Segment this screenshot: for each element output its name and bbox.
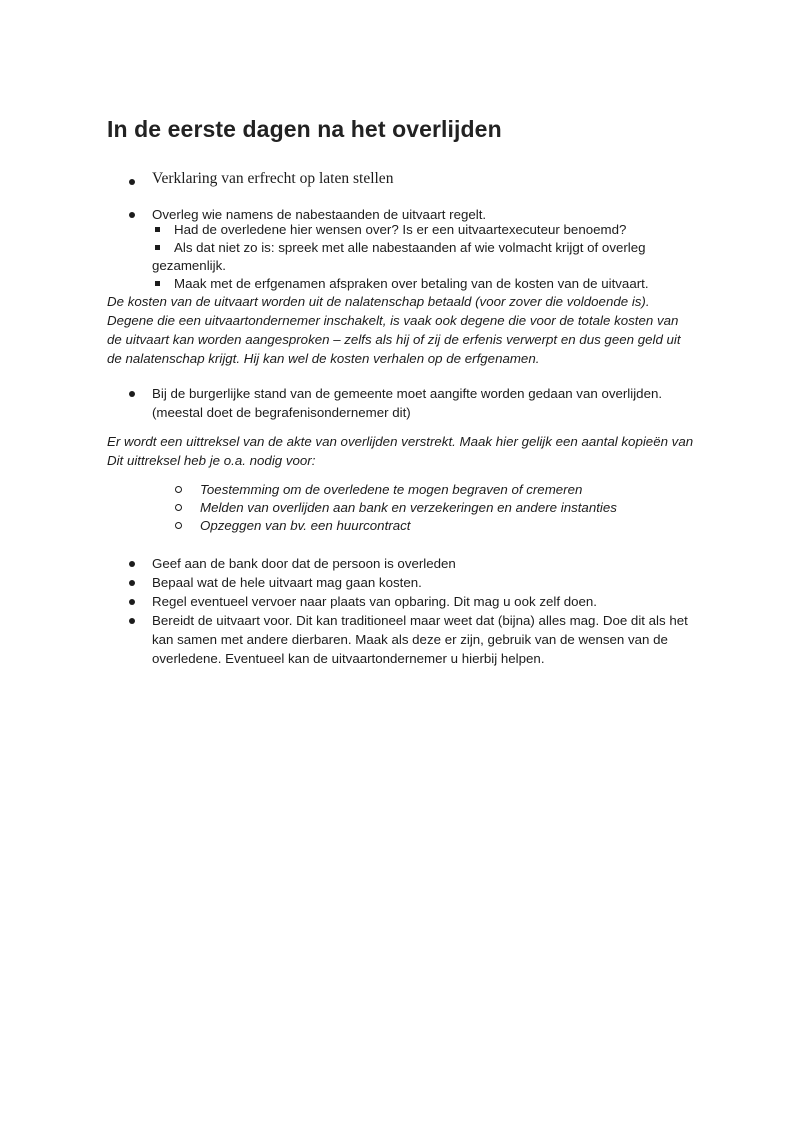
bullet-icon	[129, 599, 135, 605]
sub-item-kosten: Maak met de erfgenamen afspraken over betaling van de kosten van de uitvaart.	[174, 276, 649, 291]
note-line: de uitvaart kan worden aangesproken – zelfs als hij of zij de erfenis verwerpt en dus geen geld uit	[107, 332, 681, 347]
bullet-icon	[129, 391, 135, 397]
list-item-aangifte	[152, 384, 662, 422]
item-line: overledene. Eventueel kan de uitvaartondernemer u hierbij helpen.	[152, 651, 545, 666]
item-line: Bij de burgerlijke stand van de gemeente moet aangifte worden gedaan van overlijden.	[152, 386, 663, 401]
square-bullet-icon	[155, 227, 160, 232]
use-item: Opzeggen van bv. een huurcontract	[200, 518, 411, 533]
list-item-overleg: Overleg wie namens de nabestaanden de uitvaart regelt.	[152, 207, 487, 222]
note-uittreksel	[107, 432, 693, 470]
note-line: de nalatenschap krijgt. Hij kan wel de kosten verhalen op de erfgenamen.	[107, 351, 540, 366]
bullet-icon	[129, 561, 135, 567]
item-line: kan samen met andere dierbaren. Maak als deze er zijn, gebruik van de wensen van de	[152, 632, 668, 647]
bullet-icon	[129, 580, 135, 586]
list-item-vervoer: Regel eventueel vervoer naar plaats van opbaring. Dit mag u ook zelf doen.	[152, 594, 597, 609]
note-line: Degene die een uitvaartondernemer inschakelt, is vaak ook degene die voor de totale kosten van	[107, 313, 679, 328]
note-line: Er wordt een uittreksel van de akte van overlijden verstrekt. Maak hier gelijk een aantal kopieën van	[107, 434, 694, 449]
list-item-kosten: Bepaal wat de hele uitvaart mag gaan kosten.	[152, 575, 422, 590]
bullet-icon	[129, 618, 135, 624]
note-line: De kosten van de uitvaart worden uit de nalatenschap betaald (voor zover die voldoende is).	[107, 294, 650, 309]
sub-item-volmacht-cont: gezamenlijk.	[152, 258, 226, 273]
square-bullet-icon	[155, 281, 160, 286]
circle-bullet-icon	[175, 522, 182, 529]
item-line: (meestal doet de begrafenisondernemer dit)	[152, 405, 411, 420]
sub-item-wensen: Had de overledene hier wensen over? Is er een uitvaartexecuteur benoemd?	[174, 222, 627, 237]
bullet-icon	[129, 179, 135, 185]
square-bullet-icon	[155, 245, 160, 250]
use-item: Melden van overlijden aan bank en verzekeringen en andere instanties	[200, 500, 617, 515]
note-line: Dit uittreksel heb je o.a. nodig voor:	[107, 453, 316, 468]
circle-bullet-icon	[175, 486, 182, 493]
list-item-erfrecht: Verklaring van erfrecht op laten stellen	[152, 170, 394, 187]
sub-item-volmacht: Als dat niet zo is: spreek met alle nabestaanden af wie volmacht krijgt of overleg	[174, 240, 646, 255]
list-item-voorbereiding	[152, 611, 688, 668]
circle-bullet-icon	[175, 504, 182, 511]
use-item: Toestemming om de overledene te mogen begraven of cremeren	[200, 482, 583, 497]
bullet-icon	[129, 212, 135, 218]
list-item-bank: Geef aan de bank door dat de persoon is overleden	[152, 556, 456, 571]
page-title: In de eerste dagen na het overlijden	[107, 116, 502, 142]
item-line: Bereidt de uitvaart voor. Dit kan traditioneel maar weet dat (bijna) alles mag. Doe dit als het	[152, 613, 688, 628]
note-kosten	[107, 292, 681, 368]
